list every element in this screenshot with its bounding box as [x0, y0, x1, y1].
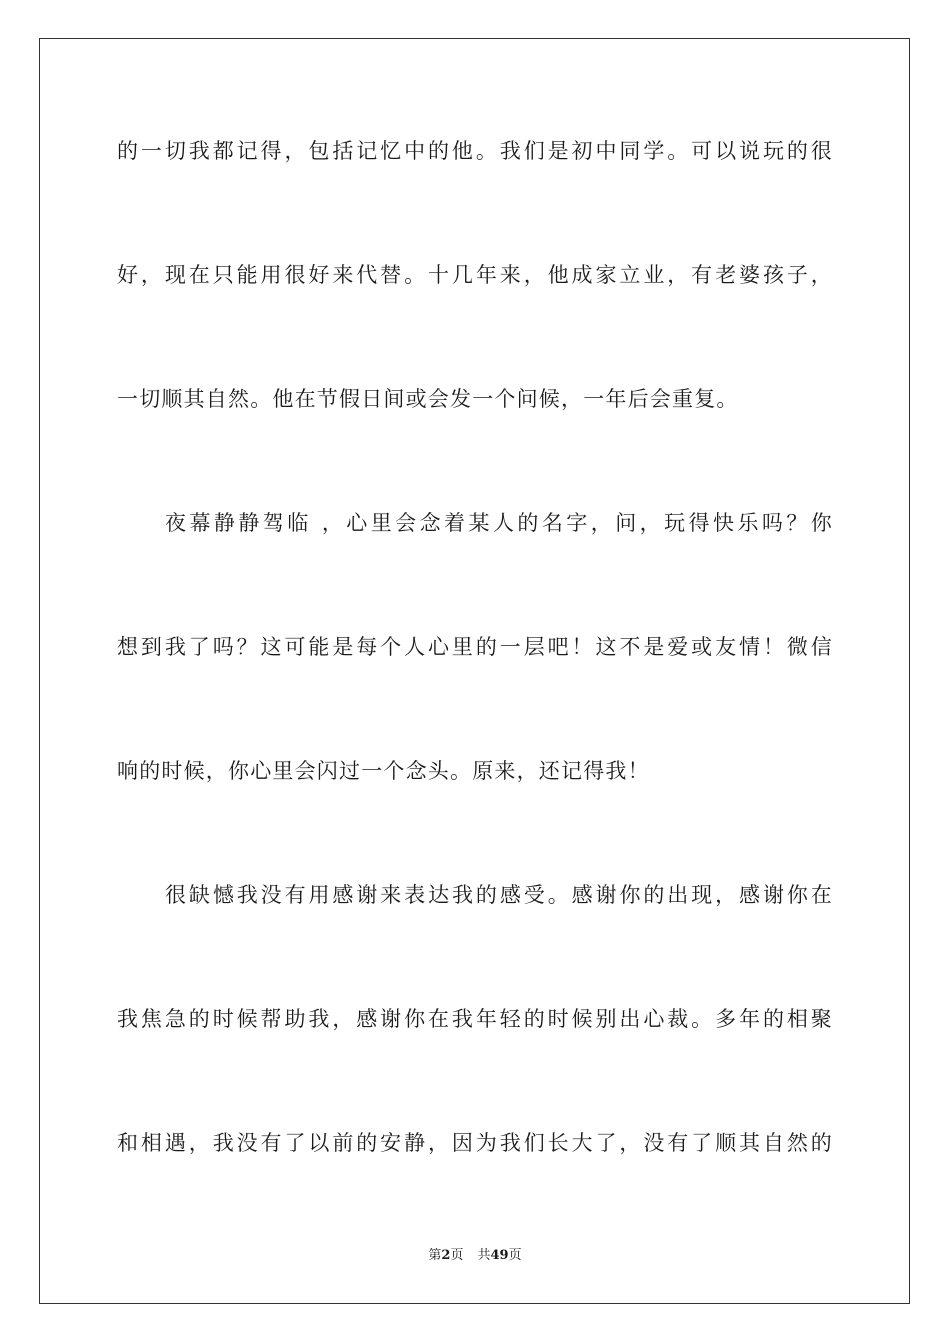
- page-prefix: 第: [428, 1248, 442, 1263]
- page-border: [39, 38, 910, 1304]
- page-suffix: 页: [450, 1248, 464, 1263]
- text-line: 好，现在只能用很好来代替。十几年来，他成家立业，有老婆孩子，: [117, 263, 833, 287]
- text-line: 和相遇，我没有了以前的安静，因为我们长大了，没有了顺其自然的: [117, 1131, 833, 1155]
- text-line: 的一切我都记得，包括记忆中的他。我们是初中同学。可以说玩的很: [117, 139, 833, 163]
- text-line: 一切顺其自然。他在节假日间或会发一个问候，一年后会重复。: [117, 387, 739, 411]
- text-line: 很缺憾我没有用感谢来表达我的感受。感谢你的出现，感谢你在: [165, 883, 833, 907]
- total-pages: 49: [490, 1248, 509, 1263]
- total-prefix: 共: [477, 1248, 491, 1263]
- text-line: 想到我了吗？这可能是每个人心里的一层吧！这不是爱或友情！微信: [117, 635, 833, 659]
- page-footer: [0, 1247, 950, 1265]
- text-line: 夜幕静静驾临 ，心里会念着某人的名字，问，玩得快乐吗？你: [165, 511, 833, 535]
- text-line: 我焦急的时候帮助我，感谢你在我年轻的时候别出心裁。多年的相聚: [117, 1007, 833, 1031]
- total-suffix: 页: [508, 1248, 522, 1263]
- page-number: 2: [441, 1248, 451, 1263]
- text-line: 响的时候，你心里会闪过一个念头。原来，还记得我！: [117, 759, 650, 783]
